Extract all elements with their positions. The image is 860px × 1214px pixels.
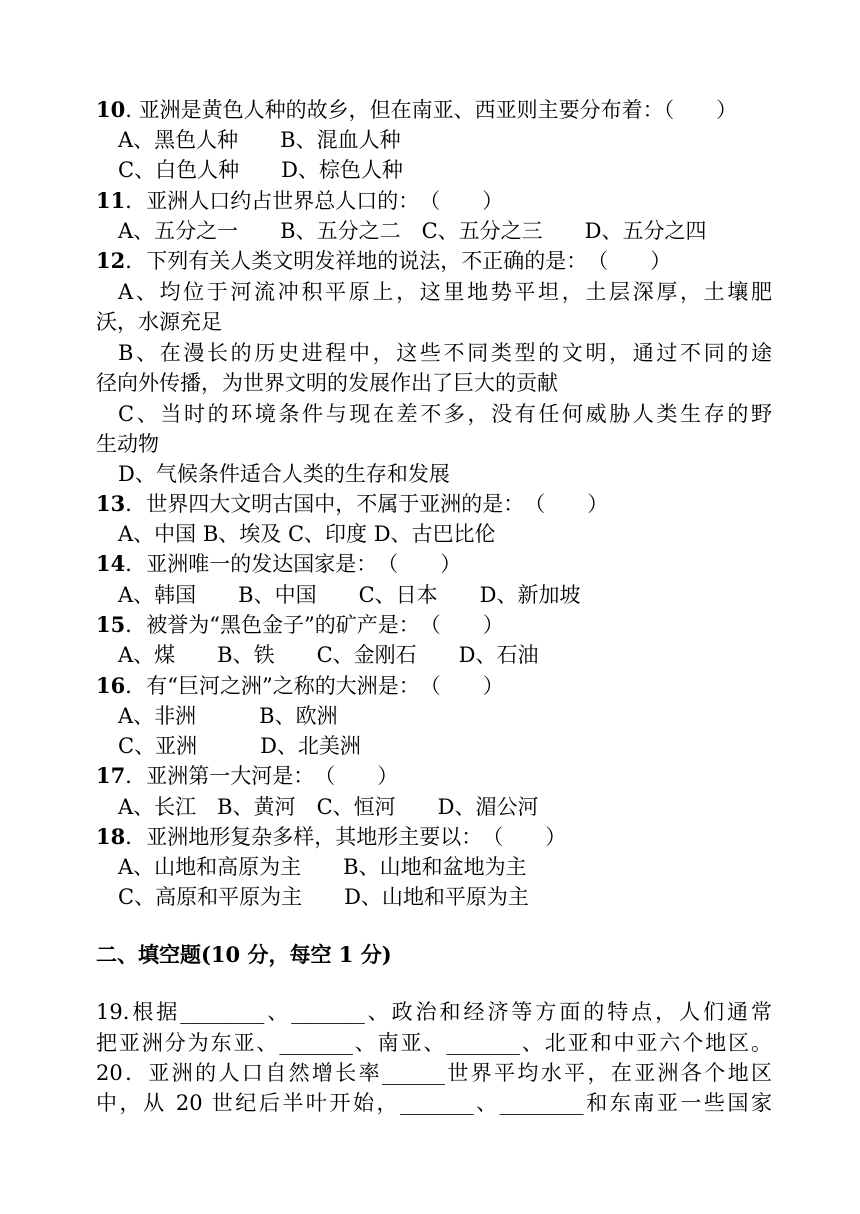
option-c-line2: 生动物 [96,432,159,456]
fill-question-20-line2: 中，从 20 世纪后半叶开始，_______、________和东南亚一些国家 [96,1091,772,1115]
option-row: A、山地和高原为主 B、山地和盆地为主 [118,855,527,879]
question-18 [96,822,772,852]
option-row: A、煤 B、铁 C、金刚石 D、石油 [118,643,539,667]
question-11 [96,186,772,216]
question-number: 17 [96,763,126,788]
question-number: 18 [96,824,126,849]
question-17 [96,761,772,791]
option-row: C、高原和平原为主 D、山地和平原为主 [118,885,529,909]
question-stem: ．亚洲地形复杂多样，其地形主要以： （ ） [125,825,567,849]
question-stem: ．有“巨河之洲”之称的大洲是： （ ） [125,674,504,698]
question-stem: . 亚洲是黄色人种的故乡，但在南亚、西亚则主要分布着：（ ） [125,98,738,122]
option-d-line: D、气候条件适合人类的生存和发展 [118,462,450,486]
option-row: A、黑色人种 B、混血人种 [118,128,401,152]
option-b-line2: 径向外传播，为世界文明的发展作出了巨大的贡献 [96,371,558,395]
question-number: 11 [96,188,126,213]
fill-question-19-line2: 把亚洲分为东亚、_______、南亚、_______、北亚和中亚六个地区。 [96,1031,772,1055]
section-heading: 二、填空题(10 分，每空 1 分) [96,942,392,967]
option-row: A、长江 B、黄河 C、恒河 D、湄公河 [118,795,539,819]
option-row: A、韩国 B、中国 C、日本 D、新加坡 [118,583,581,607]
question-10 [96,95,772,125]
option-row: C、白色人种 D、棕色人种 [118,158,403,182]
fill-question-20-line1: 20．亚洲的人口自然增长率______世界平均水平，在亚洲各个地区 [96,1061,772,1085]
question-number: 14 [96,551,126,576]
question-14 [96,549,772,579]
option-c-line1: C、当时的环境条件与现在差不多，没有任何威胁人类生存的野 [118,402,772,426]
option-a-line2: 沃，水源充足 [96,310,222,334]
option-row: C、亚洲 D、北美洲 [118,734,361,758]
question-stem: ．被誉为“黑色金子”的矿产是： （ ） [125,613,504,637]
option-row: A、中国 B、埃及 C、印度 D、古巴比伦 [118,522,496,546]
question-stem: ．亚洲人口约占世界总人口的： （ ） [125,189,504,213]
question-stem: ．亚洲第一大河是： （ ） [125,764,399,788]
question-stem: ．下列有关人类文明发祥地的说法，不正确的是： （ ） [125,249,672,273]
question-number: 16 [96,673,126,698]
question-number: 10 [96,97,126,122]
question-number: 12 [96,248,126,273]
question-16 [96,671,772,701]
option-a-line1: A、均位于河流冲积平原上，这里地势平坦，土层深厚，土壤肥 [118,280,772,304]
fill-question-19-line1: 19.根据________、_______、政治和经济等方面的特点，人们通常 [96,1000,772,1024]
question-12 [96,246,772,276]
question-stem: ．亚洲唯一的发达国家是： （ ） [125,552,462,576]
option-row: A、非洲 B、欧洲 [118,704,338,728]
question-number: 13 [96,491,126,516]
option-b-line1: B、在漫长的历史进程中，这些不同类型的文明，通过不同的途 [118,341,772,365]
question-13 [96,489,772,519]
question-15 [96,610,772,640]
option-row: A、五分之一 B、五分之二 C、五分之三 D、五分之四 [118,219,707,243]
question-number: 15 [96,612,126,637]
question-stem: ．世界四大文明古国中，不属于亚洲的是： （ ） [125,492,609,516]
